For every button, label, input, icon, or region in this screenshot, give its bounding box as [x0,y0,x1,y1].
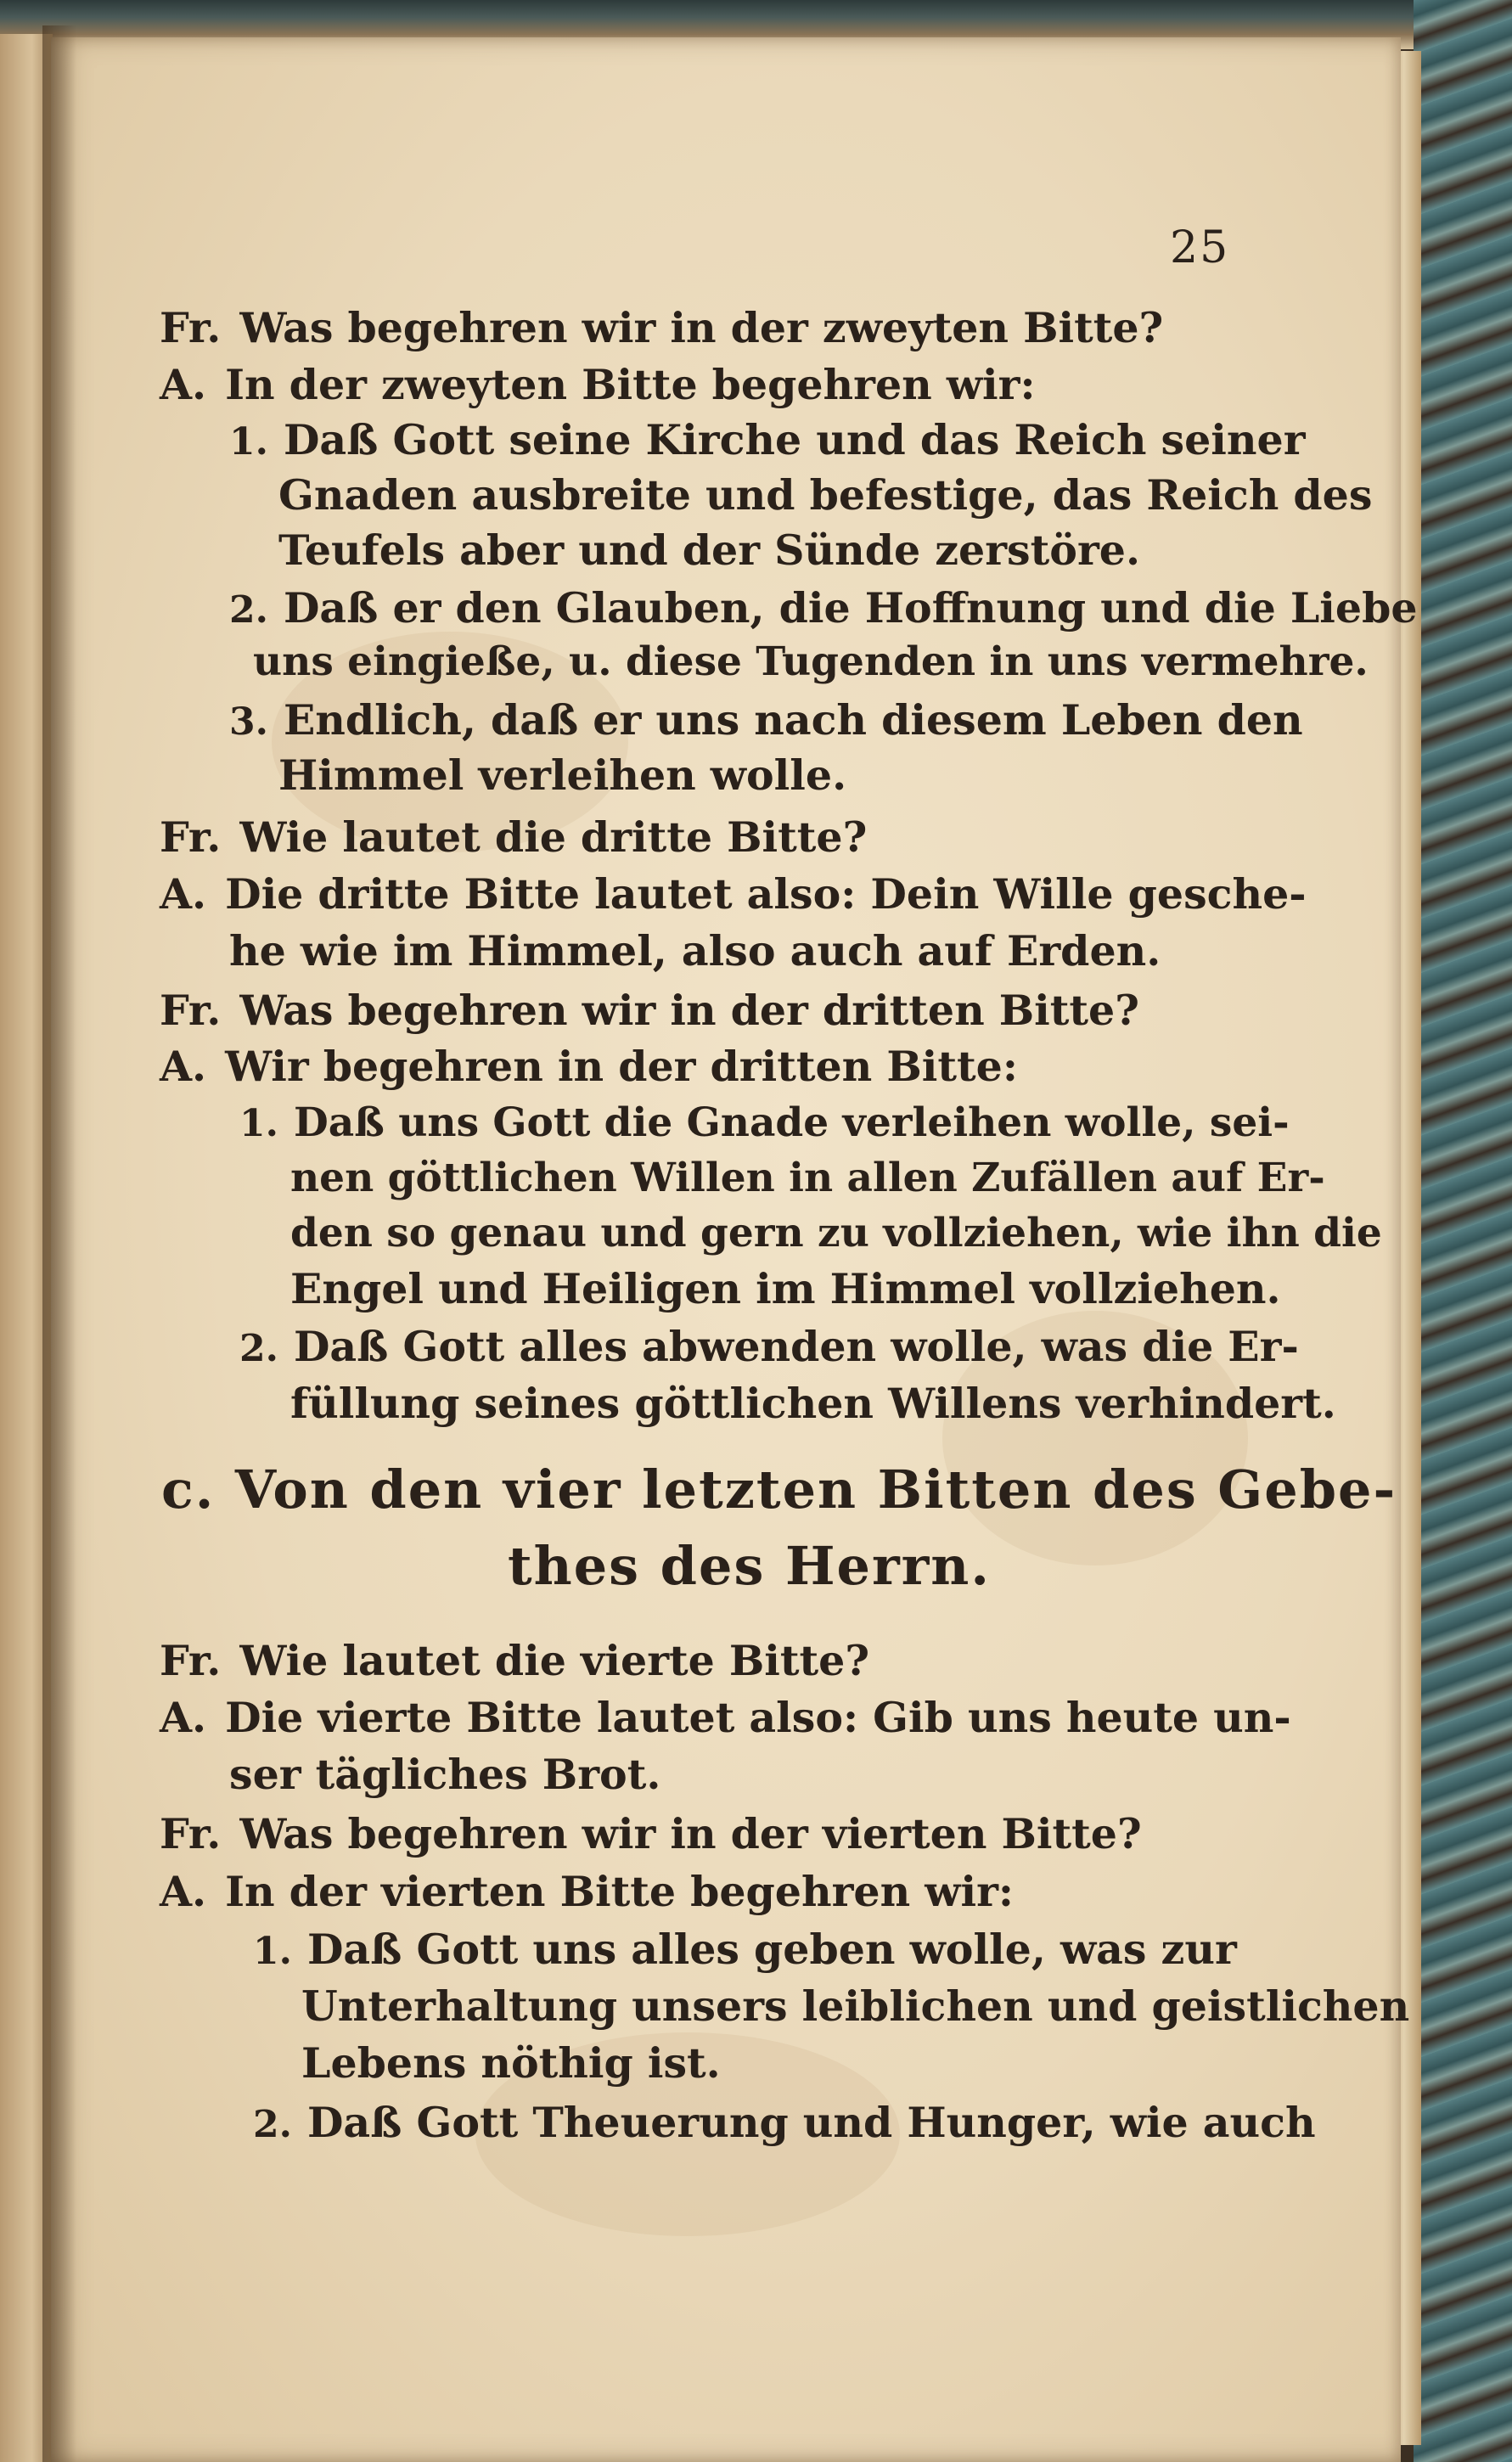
answer-text: In der vierten Bitte begehren wir: [225,1867,1014,1916]
list-item [239,1322,1299,1371]
list-item [239,1099,1290,1146]
gutter-shadow [42,25,76,2462]
marbled-cover [1414,0,1512,2462]
list-item [253,2098,1316,2147]
answer-line [160,869,1307,919]
item-number: 1. [253,1930,292,1973]
list-item-continuation: Gnaden ausbreite und befestige, das Reich des [278,470,1373,520]
question-line [160,986,1139,1035]
answer-line [160,1693,1291,1742]
answer-continuation: ser tägliches Brot. [229,1750,661,1799]
question-text: Was begehren wir in der zweyten Bitte? [239,303,1164,352]
question-label: Fr. [160,1636,222,1685]
answer-text: Die dritte Bitte lautet also: Dein Wille gesche- [225,869,1307,919]
item-text: Daß Gott uns alles geben wolle, was zur [306,1925,1237,1974]
section-heading: c. Von den vier letzten Bitten des Gebe- [161,1459,1397,1520]
answer-label: A. [160,1867,207,1916]
question-line [160,1636,870,1685]
book-page [51,37,1418,2462]
list-item-continuation: füllung seines göttlichen Willens verhindert. [290,1379,1336,1428]
list-item [229,695,1303,745]
answer-text: In der zweyten Bitte begehren wir: [225,360,1036,409]
item-number: 2. [229,588,268,632]
item-number: 3. [229,700,268,744]
list-item [229,415,1306,464]
answer-line [160,1867,1014,1916]
item-number: 1. [239,1102,278,1145]
question-text: Was begehren wir in der vierten Bitte? [239,1809,1142,1858]
item-text: Daß er den Glauben, die Hoffnung und die Liebe [283,583,1418,632]
answer-line [160,360,1036,409]
list-item-continuation: Teufels aber und der Sünde zerstöre. [278,526,1141,575]
item-text: Daß uns Gott die Gnade verleihen wolle, sei- [293,1099,1290,1146]
list-item-continuation: Engel und Heiligen im Himmel vollziehen. [290,1264,1281,1313]
list-item-continuation: nen göttlichen Willen in allen Zufällen auf Er- [290,1155,1325,1201]
question-text: Was begehren wir in der dritten Bitte? [239,986,1139,1035]
page-number: 25 [1170,222,1230,273]
answer-label: A. [160,1042,207,1091]
question-label: Fr. [160,303,222,352]
question-text: Wie lautet die dritte Bitte? [239,812,868,862]
item-number: 2. [239,1327,278,1370]
answer-label: A. [160,1693,207,1742]
list-item [229,583,1418,632]
answer-text: Die vierte Bitte lautet also: Gib uns heute un- [225,1693,1291,1742]
item-text: Daß Gott seine Kirche und das Reich seiner [283,415,1306,464]
answer-text: Wir begehren in der dritten Bitte: [225,1042,1018,1091]
answer-continuation: he wie im Himmel, also auch auf Erden. [229,926,1161,975]
question-line [160,1809,1142,1858]
list-item-continuation: Unterhaltung unsers leiblichen und geistlichen [301,1981,1410,2031]
list-item-continuation: uns eingieße, u. diese Tugenden in uns vermehre. [253,638,1369,685]
question-text: Wie lautet die vierte Bitte? [239,1636,870,1685]
list-item-continuation: Himmel verleihen wolle. [278,750,847,800]
list-item-continuation: Lebens nöthig ist. [301,2038,721,2088]
question-line [160,812,868,862]
item-text: Daß Gott alles abwenden wolle, was die Er- [293,1322,1299,1371]
answer-label: A. [160,360,207,409]
item-number: 1. [229,420,268,464]
answer-label: A. [160,869,207,919]
question-label: Fr. [160,1809,222,1858]
section-heading-continuation: thes des Herrn. [508,1535,991,1597]
list-item [253,1925,1237,1974]
answer-line [160,1042,1018,1091]
question-line [160,303,1164,352]
question-label: Fr. [160,986,222,1035]
item-number: 2. [253,2103,292,2146]
list-item-continuation: den so genau und gern zu vollziehen, wie ihn die [290,1210,1382,1256]
page-text [51,37,1418,2462]
item-text: Endlich, daß er uns nach diesem Leben den [283,695,1303,745]
item-text: Daß Gott Theuerung und Hunger, wie auch [306,2098,1316,2147]
question-label: Fr. [160,812,222,862]
